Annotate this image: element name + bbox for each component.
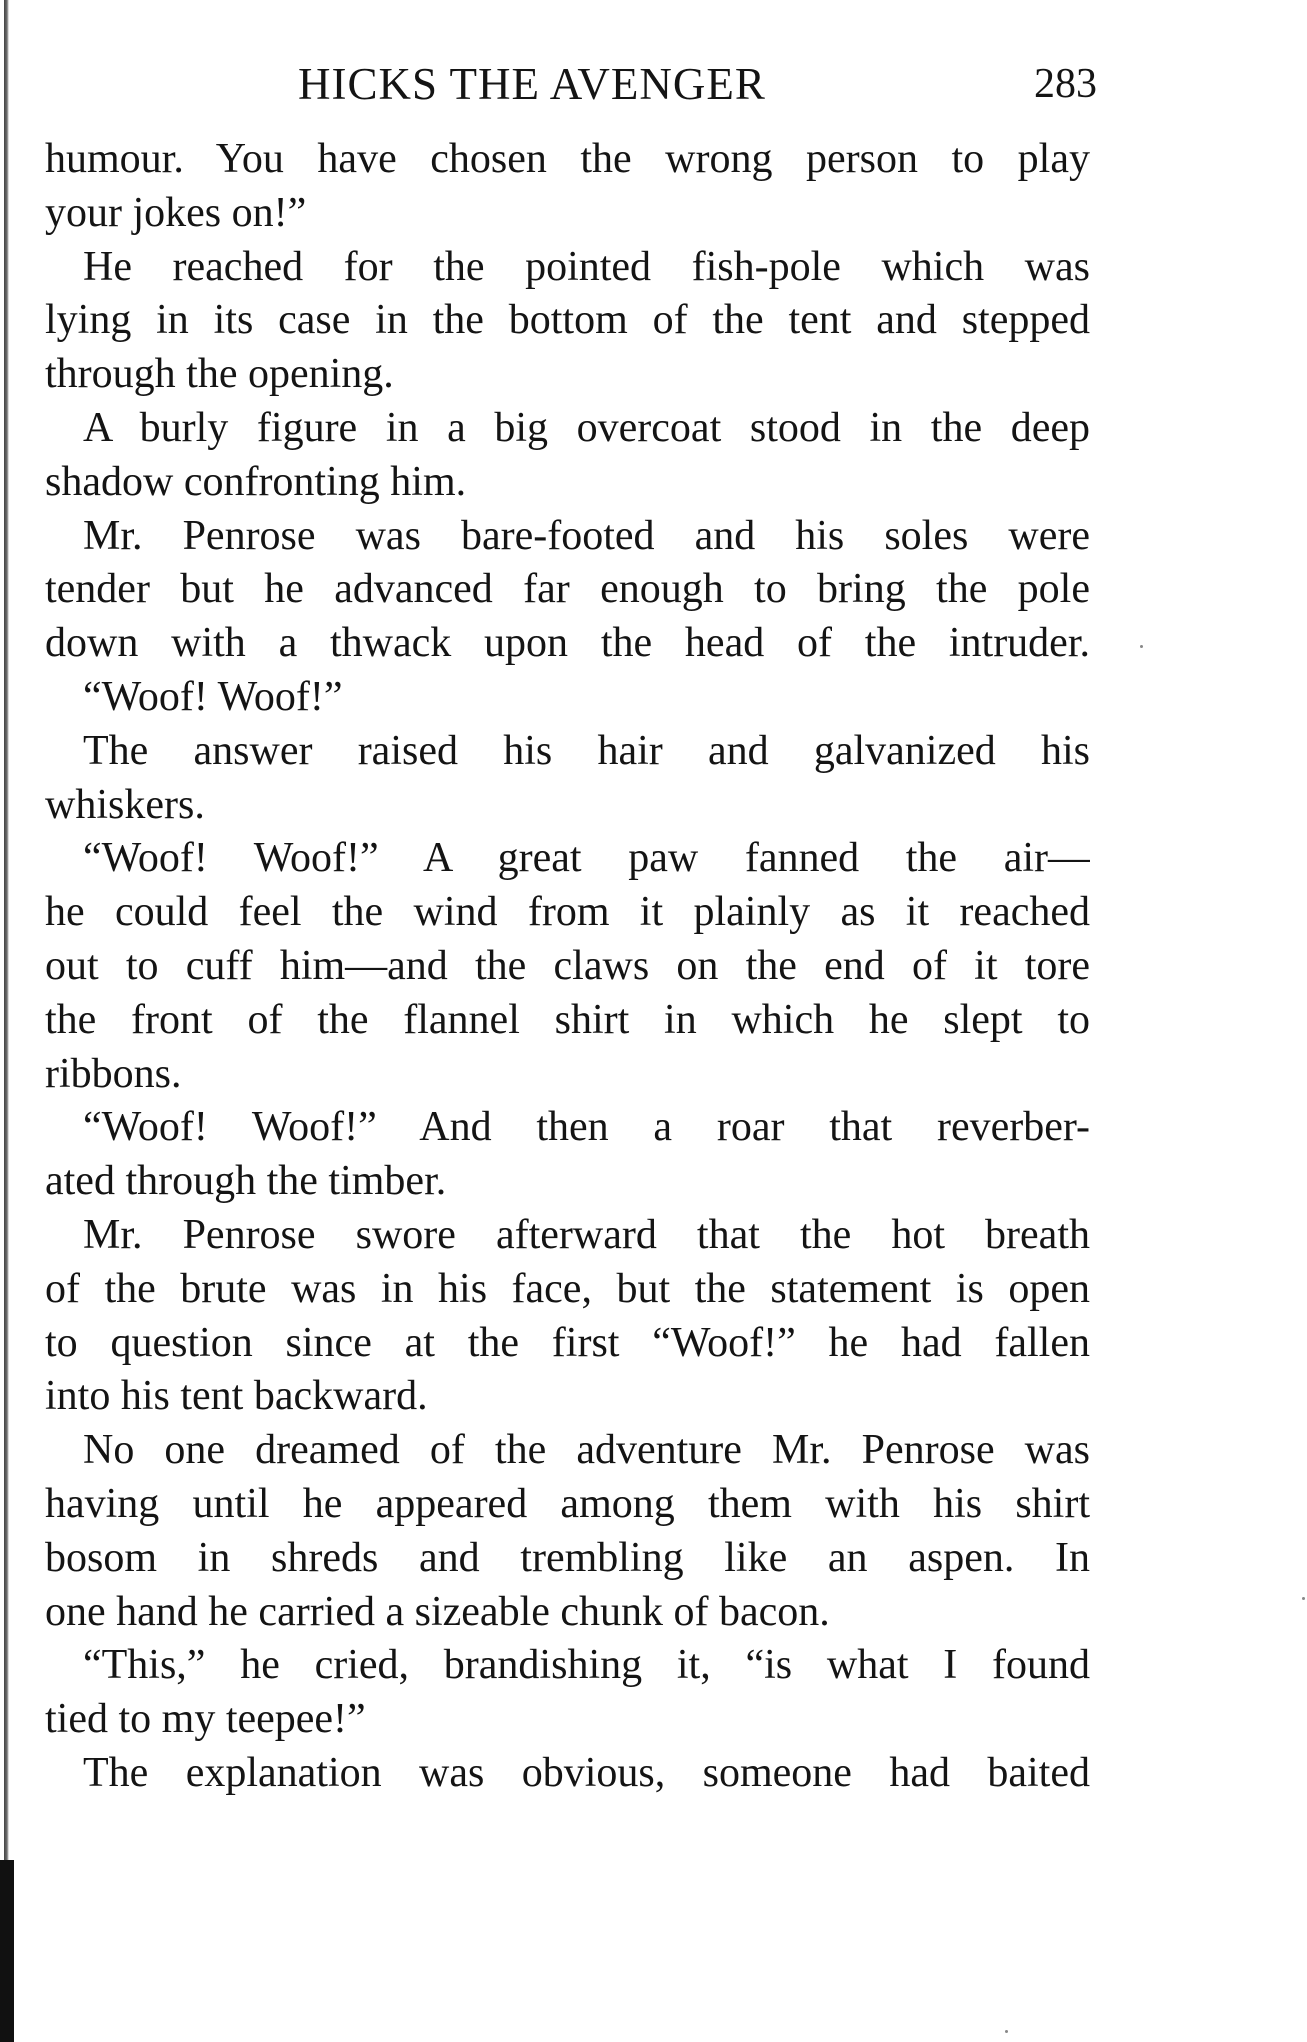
text-line: through the opening. <box>45 351 394 398</box>
paper-speck <box>1140 645 1143 648</box>
paper-speck <box>1005 2030 1008 2033</box>
text-line: He reached for the pointed fish-pole which was <box>83 243 1090 290</box>
body-text <box>45 133 1090 1801</box>
text-line: one hand he carried a sizeable chunk of bacon. <box>45 1588 830 1635</box>
running-title: HICKS THE AVENGER <box>298 59 766 109</box>
page-number: 283 <box>1034 61 1097 107</box>
text-line: tender but he advanced far enough to bring the pole <box>45 566 1090 613</box>
text-line: shadow confronting him. <box>45 458 467 505</box>
text-line: your jokes on!” <box>45 189 307 236</box>
text-line: having until he appeared among them with his shirt <box>45 1480 1090 1527</box>
text-line: whiskers. <box>45 781 205 828</box>
text-line: ribbons. <box>45 1050 182 1097</box>
text-line: The explanation was obvious, someone had baited <box>83 1749 1090 1796</box>
text-line: humour. You have chosen the wrong person to play <box>45 136 1090 182</box>
text-line: Mr. Penrose swore afterward that the hot breath <box>83 1211 1090 1258</box>
text-line: “This,” he cried, brandishing it, “is what I found <box>83 1642 1090 1689</box>
binding-edge <box>4 0 9 2042</box>
text-line: “Woof! Woof!” <box>83 673 343 720</box>
paper-speck <box>1302 1597 1305 1600</box>
text-line: to question since at the first “Woof!” he had fallen <box>45 1319 1090 1366</box>
text-line: The answer raised his hair and galvanized his <box>83 727 1090 774</box>
text-line: No one dreamed of the adventure Mr. Penrose was <box>83 1427 1090 1474</box>
text-line: tied to my teepee!” <box>45 1696 366 1743</box>
text-line: into his tent backward. <box>45 1373 428 1420</box>
text-line: out to cuff him—and the claws on the end of it tore <box>45 942 1090 989</box>
text-line: bosom in shreds and trembling like an aspen. In <box>45 1534 1090 1581</box>
text-line: ated through the timber. <box>45 1158 447 1205</box>
text-line: A burly figure in a big overcoat stood in the deep <box>83 404 1090 451</box>
binding-shadow <box>0 1860 14 2042</box>
text-line: “Woof! Woof!” And then a roar that reverber- <box>83 1104 1090 1151</box>
text-line: “Woof! Woof!” A great paw fanned the air— <box>83 835 1090 882</box>
text-line: he could feel the wind from it plainly as it reached <box>45 889 1090 936</box>
text-line: down with a thwack upon the head of the intruder. <box>45 620 1090 667</box>
text-line: Mr. Penrose was bare-footed and his soles were <box>83 512 1090 559</box>
running-head <box>0 54 1307 114</box>
text-line: of the brute was in his face, but the statement is open <box>45 1265 1090 1312</box>
text-line: lying in its case in the bottom of the tent and stepped <box>45 297 1090 344</box>
text-line: the front of the flannel shirt in which he slept to <box>45 996 1090 1043</box>
